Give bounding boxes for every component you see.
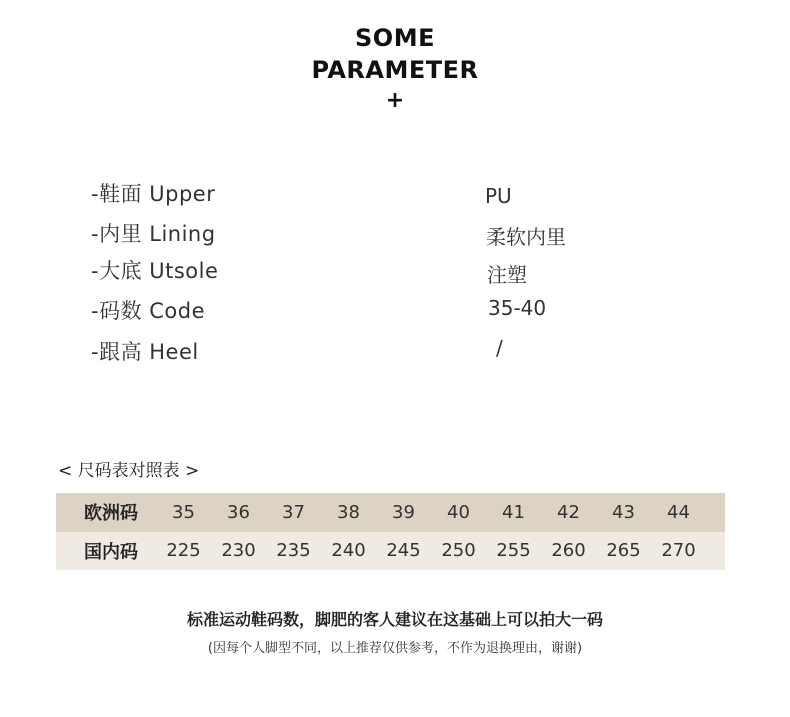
- size-cell-eu: 40: [447, 501, 470, 523]
- size-cell-eu: 42: [557, 501, 580, 523]
- size-row-eu: [56, 493, 725, 532]
- size-cell-eu: 37: [282, 501, 305, 523]
- size-cell-cn: 235: [276, 540, 311, 562]
- size-cell-eu: 43: [612, 501, 635, 523]
- size-cell-cn: 260: [551, 540, 586, 562]
- size-cell-cn: 230: [221, 540, 256, 562]
- size-cell-cn: 225: [166, 540, 201, 562]
- size-row-cn: [56, 532, 725, 571]
- size-cell-eu: 39: [392, 501, 415, 523]
- size-cell-cn: 250: [441, 540, 476, 562]
- param-label-outsole: -大底 Utsole: [91, 259, 219, 283]
- param-value-outsole: 注塑: [487, 263, 527, 287]
- param-value-lining: 柔软内里: [486, 225, 566, 249]
- size-row-eu-label: 欧洲码: [84, 503, 138, 525]
- size-note: 标准运动鞋码数，脚肥的客人建议在这基础上可以拍大一码: [186, 610, 603, 629]
- param-value-code: 35-40: [488, 296, 547, 320]
- size-cell-eu: 44: [667, 501, 690, 523]
- size-cell-eu: 38: [337, 501, 360, 523]
- size-cell-eu: 35: [172, 501, 195, 523]
- size-cell-cn: 240: [331, 540, 366, 562]
- size-chart-title: < 尺码表对照表 >: [58, 461, 200, 481]
- param-label-code: -码数 Code: [91, 299, 206, 323]
- size-cell-cn: 270: [661, 540, 696, 562]
- param-label-lining: -内里 Lining: [91, 222, 216, 246]
- size-cell-cn: 265: [606, 540, 641, 562]
- size-disclaimer: (因每个人脚型不同，以上推荐仅供参考，不作为退换理由，谢谢): [207, 641, 583, 656]
- title-line-2: PARAMETER: [311, 56, 479, 84]
- param-value-heel: /: [496, 336, 503, 360]
- param-label-heel: -跟高 Heel: [91, 340, 199, 364]
- plus-icon: +: [385, 88, 405, 113]
- size-row-cn-label: 国内码: [84, 541, 138, 563]
- size-cell-cn: 245: [386, 540, 421, 562]
- size-table: [56, 493, 725, 570]
- param-label-upper: -鞋面 Upper: [91, 182, 216, 206]
- size-cell-cn: 255: [496, 540, 531, 562]
- size-cell-eu: 41: [502, 501, 525, 523]
- size-cell-eu: 36: [227, 501, 250, 523]
- title-line-1: SOME: [355, 24, 435, 52]
- param-value-upper: PU: [485, 184, 512, 208]
